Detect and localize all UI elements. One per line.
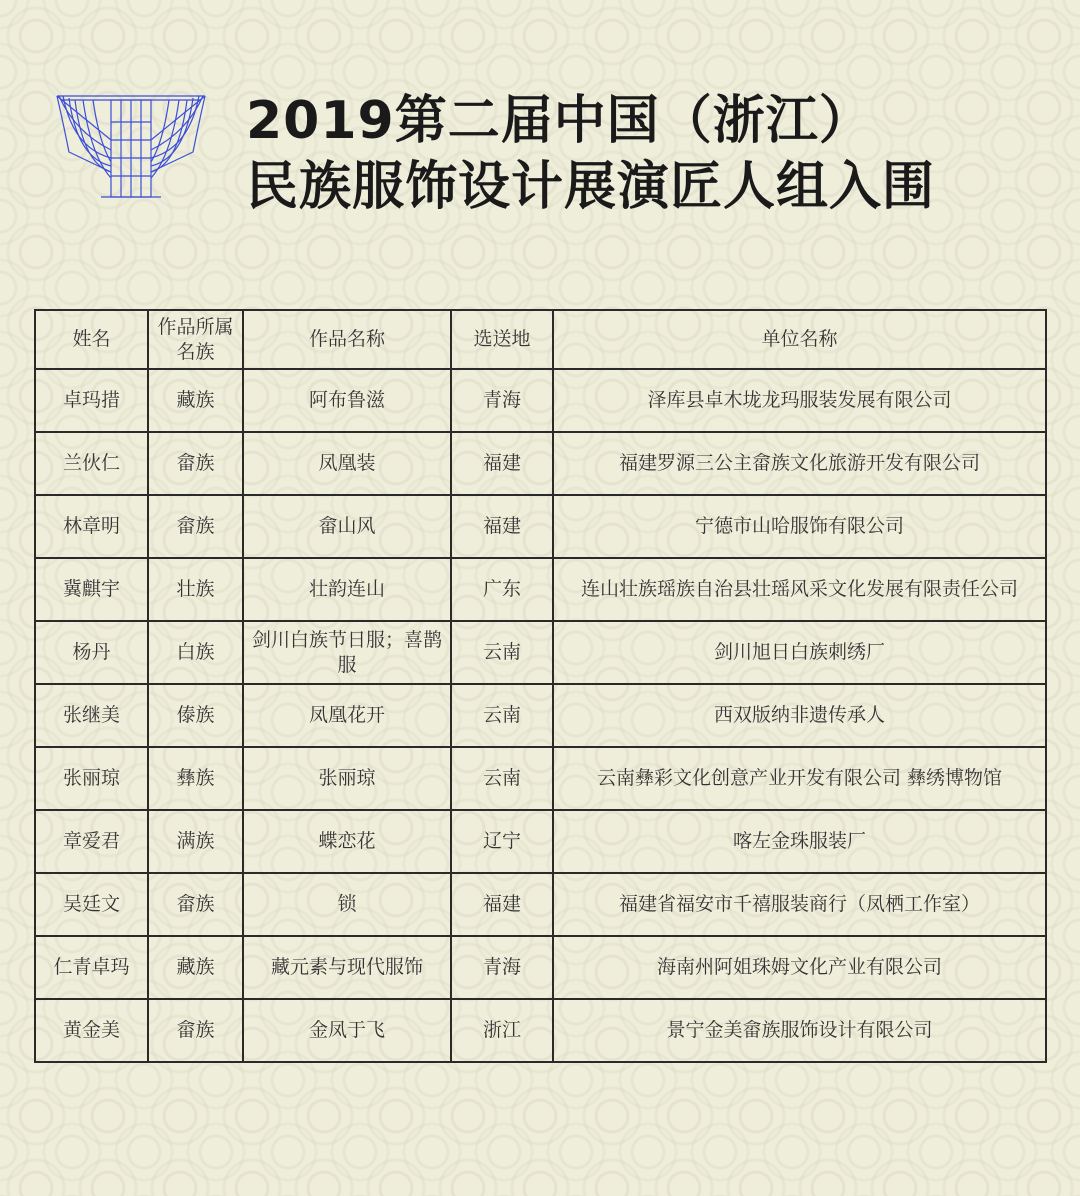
cell-work-title: 凤凰装 <box>243 432 451 495</box>
cell-name: 冀麒宇 <box>35 558 148 621</box>
table-row <box>35 873 1046 936</box>
cell-work-title: 藏元素与现代服饰 <box>243 936 451 999</box>
page-title <box>246 88 1046 220</box>
cell-region: 福建 <box>451 495 553 558</box>
cell-ethnicity: 傣族 <box>148 684 243 747</box>
cell-region: 福建 <box>451 873 553 936</box>
cell-name: 林章明 <box>35 495 148 558</box>
table-row <box>35 999 1046 1062</box>
cell-organization: 喀左金珠服装厂 <box>553 810 1046 873</box>
cell-region: 青海 <box>451 936 553 999</box>
cell-work-title: 锁 <box>243 873 451 936</box>
cell-name: 仁青卓玛 <box>35 936 148 999</box>
cell-organization: 剑川旭日白族刺绣厂 <box>553 621 1046 684</box>
cell-name: 卓玛措 <box>35 369 148 432</box>
cell-region: 浙江 <box>451 999 553 1062</box>
table-row <box>35 810 1046 873</box>
header-name: 姓名 <box>35 310 148 369</box>
cell-region: 福建 <box>451 432 553 495</box>
cell-region: 青海 <box>451 369 553 432</box>
cell-name: 章爱君 <box>35 810 148 873</box>
table-row <box>35 936 1046 999</box>
cell-name: 张继美 <box>35 684 148 747</box>
cell-organization: 福建罗源三公主畲族文化旅游开发有限公司 <box>553 432 1046 495</box>
cell-name: 张丽琼 <box>35 747 148 810</box>
title-line-2: 民族服饰设计展演匠人组入围 <box>246 157 936 217</box>
cell-work-title: 凤凰花开 <box>243 684 451 747</box>
cell-name: 杨丹 <box>35 621 148 684</box>
cell-work-title: 壮韵连山 <box>243 558 451 621</box>
cell-organization: 福建省福安市千禧服装商行（凤栖工作室） <box>553 873 1046 936</box>
header-region: 选送地 <box>451 310 553 369</box>
finalists-table-container <box>34 309 1047 1063</box>
cell-ethnicity: 白族 <box>148 621 243 684</box>
cell-work-title: 剑川白族节日服；喜鹊服 <box>243 621 451 684</box>
cell-region: 辽宁 <box>451 810 553 873</box>
costume-logo-icon <box>55 92 207 200</box>
table-row <box>35 369 1046 432</box>
cell-organization: 海南州阿姐珠姆文化产业有限公司 <box>553 936 1046 999</box>
cell-organization: 云南彝彩文化创意产业开发有限公司 彝绣博物馆 <box>553 747 1046 810</box>
cell-organization: 泽库县卓木垅龙玛服装发展有限公司 <box>553 369 1046 432</box>
cell-work-title: 金凤于飞 <box>243 999 451 1062</box>
cell-region: 云南 <box>451 684 553 747</box>
header-ethnicity: 作品所属名族 <box>148 310 243 369</box>
cell-ethnicity: 藏族 <box>148 369 243 432</box>
cell-region: 云南 <box>451 621 553 684</box>
cell-region: 云南 <box>451 747 553 810</box>
cell-ethnicity: 畲族 <box>148 432 243 495</box>
cell-ethnicity: 彝族 <box>148 747 243 810</box>
table-header-row <box>35 310 1046 369</box>
cell-ethnicity: 满族 <box>148 810 243 873</box>
cell-organization: 宁德市山哈服饰有限公司 <box>553 495 1046 558</box>
cell-ethnicity: 畲族 <box>148 495 243 558</box>
table-row <box>35 684 1046 747</box>
cell-name: 吴廷文 <box>35 873 148 936</box>
cell-organization: 连山壮族瑶族自治县壮瑶风采文化发展有限责任公司 <box>553 558 1046 621</box>
cell-work-title: 阿布鲁滋 <box>243 369 451 432</box>
title-line-1: 2019第二届中国（浙江） <box>246 91 872 151</box>
cell-ethnicity: 畲族 <box>148 873 243 936</box>
cell-name: 黄金美 <box>35 999 148 1062</box>
table-row <box>35 558 1046 621</box>
cell-organization: 西双版纳非遗传承人 <box>553 684 1046 747</box>
table-row <box>35 495 1046 558</box>
table-row <box>35 621 1046 684</box>
cell-ethnicity: 壮族 <box>148 558 243 621</box>
header-work-title: 作品名称 <box>243 310 451 369</box>
cell-ethnicity: 畲族 <box>148 999 243 1062</box>
cell-region: 广东 <box>451 558 553 621</box>
table-row <box>35 432 1046 495</box>
cell-name: 兰伙仁 <box>35 432 148 495</box>
header-organization: 单位名称 <box>553 310 1046 369</box>
finalists-table <box>34 309 1047 1063</box>
table-row <box>35 747 1046 810</box>
cell-work-title: 畲山风 <box>243 495 451 558</box>
cell-ethnicity: 藏族 <box>148 936 243 999</box>
cell-organization: 景宁金美畲族服饰设计有限公司 <box>553 999 1046 1062</box>
cell-work-title: 蝶恋花 <box>243 810 451 873</box>
cell-work-title: 张丽琼 <box>243 747 451 810</box>
